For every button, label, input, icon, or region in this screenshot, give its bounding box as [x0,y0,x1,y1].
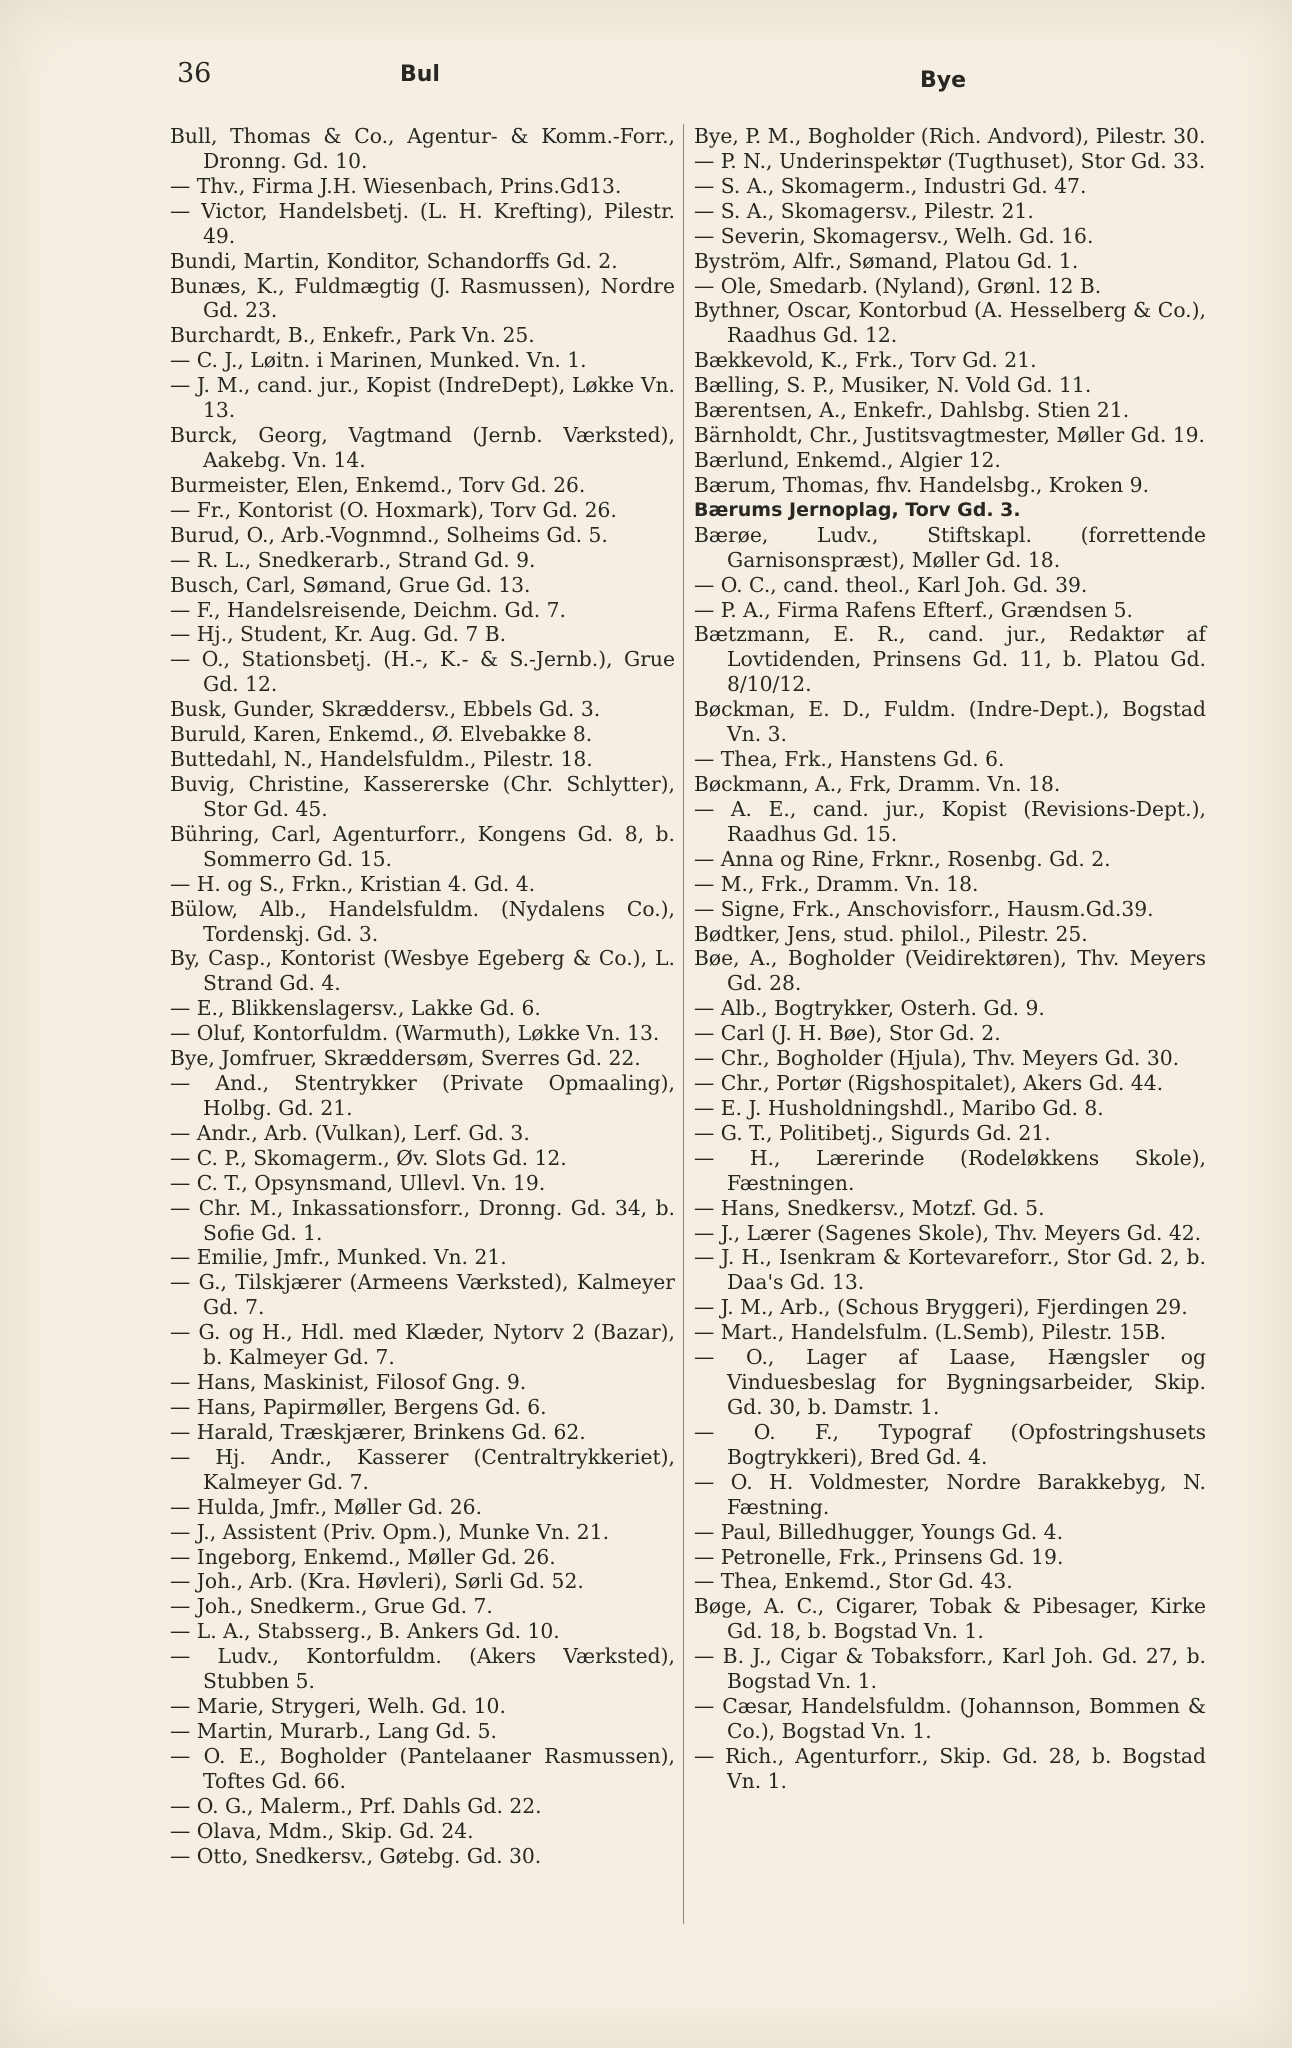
directory-entry: — Olava, Mdm., Skip. Gd. 24. [170,1818,474,1843]
directory-entry: — Marie, Strygeri, Welh. Gd. 10. [170,1694,506,1719]
directory-entry: — P. A., Firma Rafens Efterf., Grændsen 5. [694,597,1133,622]
directory-entry: — M., Frk., Dramm. Vn. 18. [694,871,979,896]
directory-entry: Bærøe, Ludv., Stiftskapl. (forrettende Garnisonspræst), Møller Gd. 18. [694,522,1206,572]
directory-entry: — Oluf, Kontorfuldm. (Warmuth), Løkke Vn. 13. [170,1021,660,1046]
directory-entry: Bye, Jomfruer, Skræddersøm, Sverres Gd. 22. [170,1046,641,1071]
directory-entry: Busk, Gunder, Skræddersv., Ebbels Gd. 3. [170,697,601,722]
directory-entry: — Hans, Maskinist, Filosof Gng. 9. [170,1370,527,1395]
directory-entry: — Emilie, Jmfr., Munked. Vn. 21. [170,1245,507,1270]
directory-entry: — H., Lærerinde (Rodeløkkens Skole), Fæstningen. [694,1145,1206,1195]
directory-entry: Burck, Georg, Vagtmand (Jernb. Værksted), Aakebg. Vn. 14. [170,423,675,472]
directory-entry: — A. E., cand. jur., Kopist (Revisions-Dept.), Raadhus Gd. 15. [694,796,1206,846]
directory-entry: — B. J., Cigar & Tobaksforr., Karl Joh. Gd. 27, b. Bogstad Vn. 1. [694,1644,1206,1694]
left-column [170,124,675,1869]
directory-entry: Bøge, A. C., Cigarer, Tobak & Pibesager, Kirke Gd. 18, b. Bogstad Vn. 1. [694,1594,1206,1644]
directory-entry: — Ingeborg, Enkemd., Møller Gd. 26. [170,1544,556,1569]
directory-entry: Bärnholdt, Chr., Justitsvagtmester, Møller Gd. 19. [694,423,1205,448]
directory-entry: — Joh., Arb. (Kra. Høvleri), Sørli Gd. 52. [170,1569,584,1594]
directory-entry: Bødtker, Jens, stud. philol., Pilestr. 25. [694,921,1088,946]
directory-entry: — J., Assistent (Priv. Opm.), Munke Vn. 21. [170,1519,610,1544]
directory-entry: — Ole, Smedarb. (Nyland), Grønl. 12 B. [694,273,1102,298]
directory-entry: Bundi, Martin, Konditor, Schandorffs Gd. 2. [170,248,618,273]
directory-entry: Bøe, A., Bogholder (Veidirektøren), Thv. Meyers Gd. 28. [694,946,1206,996]
directory-entry: — S. A., Skomagerm., Industri Gd. 47. [694,173,1087,198]
directory-entry: — Alb., Bogtrykker, Osterh. Gd. 9. [694,996,1045,1021]
directory-entry: — Thea, Frk., Hanstens Gd. 6. [694,747,1005,772]
directory-entry: Bye, P. M., Bogholder (Rich. Andvord), Pilestr. 30. [694,124,1206,148]
directory-entry: — E. J. Husholdningshdl., Maribo Gd. 8. [694,1095,1104,1120]
directory-entry: Busch, Carl, Sømand, Grue Gd. 13. [170,572,531,597]
directory-entry: — Paul, Billedhugger, Youngs Gd. 4. [694,1519,1064,1544]
directory-entry: — J. H., Isenkram & Kortevareforr., Stor Gd. 2, b. Daa's Gd. 13. [694,1245,1206,1295]
directory-entry: — Hans, Snedkersv., Motzf. Gd. 5. [694,1195,1045,1220]
directory-entry: — Mart., Handelsfulm. (L.Semb), Pilestr. 15B. [694,1320,1167,1345]
directory-entry: — Petronelle, Frk., Prinsens Gd. 19. [694,1544,1064,1569]
directory-entry: — Ludv., Kontorfuldm. (Akers Værksted), Stubben 5. [170,1644,675,1694]
directory-entry: — Thea, Enkemd., Stor Gd. 43. [694,1569,1013,1594]
directory-entry: — Victor, Handelsbetj. (L. H. Krefting), Pilestr. 49. [170,198,675,248]
directory-entry: — O., Stationsbetj. (H.-, K.- & S.-Jernb.), Grue Gd. 12. [170,647,675,697]
directory-entry: Bærlund, Enkemd., Algier 12. [694,447,1001,472]
directory-entry: Buttedahl, N., Handelsfuldm., Pilestr. 18. [170,747,593,772]
directory-entry: Bühring, Carl, Agenturforr., Kongens Gd. 8, b. Sommerro Gd. 15. [170,821,675,871]
directory-entry: — G. og H., Hdl. med Klæder, Nytorv 2 (Bazar), b. Kalmeyer Gd. 7. [170,1320,675,1370]
directory-entry: — O. F., Typograf (Opfostringshusets Bogtrykkeri), Bred Gd. 4. [694,1419,1206,1469]
directory-entry: Burmeister, Elen, Enkemd., Torv Gd. 26. [170,472,586,497]
directory-entry: — O. E., Bogholder (Pantelaaner Rasmussen), Toftes Gd. 66. [170,1743,675,1793]
directory-entry: Buvig, Christine, Kassererske (Chr. Schlytter), Stor Gd. 45. [170,771,675,821]
directory-entry: — J. M., cand. jur., Kopist (IndreDept), Løkke Vn. 13. [170,373,675,423]
directory-entry: Bælling, S. P., Musiker, N. Vold Gd. 11. [694,373,1092,398]
directory-entry: — Signe, Frk., Anschovisforr., Hausm.Gd.39. [694,896,1154,921]
directory-entry: Bøckman, E. D., Fuldm. (Indre-Dept.), Bogstad Vn. 3. [694,697,1206,747]
directory-entry: — O., Lager af Laase, Hængsler og Vinduesbeslag for Bygningsarbeider, Skip. Gd. 30, b. Damstr. 1. [694,1345,1206,1420]
directory-entry: — S. A., Skomagersv., Pilestr. 21. [694,198,1034,223]
directory-entry: — J., Lærer (Sagenes Skole), Thv. Meyers Gd. 42. [694,1220,1202,1245]
directory-entry: — H. og S., Frkn., Kristian 4. Gd. 4. [170,871,536,896]
directory-entry: — Martin, Murarb., Lang Gd. 5. [170,1719,497,1743]
directory-entry: — O. H. Voldmester, Nordre Barakkebyg, N. Fæstning. [694,1469,1206,1519]
directory-entry: — P. N., Underinspektør (Tugthuset), Stor Gd. 33. [694,148,1206,173]
directory-entry: Bythner, Oscar, Kontorbud (A. Hesselberg & Co.), Raadhus Gd. 12. [694,298,1206,348]
page-header [175,58,1202,98]
directory-entry: — Cæsar, Handelsfuldm. (Johannson, Bommen & Co.), Bogstad Vn. 1. [694,1694,1206,1743]
directory-entry: — Thv., Firma J.H. Wiesenbach, Prins.Gd13. [170,173,622,198]
directory-entry: — Fr., Kontorist (O. Hoxmark), Torv Gd. 26. [170,497,617,522]
directory-entry: — Joh., Snedkerm., Grue Gd. 7. [170,1594,493,1619]
directory-entry: Buruld, Karen, Enkemd., Ø. Elvebakke 8. [170,722,593,747]
directory-entry: — O. G., Malerm., Prf. Dahls Gd. 22. [170,1793,542,1818]
directory-entry: — C. P., Skomagerm., Øv. Slots Gd. 12. [170,1145,567,1170]
directory-entry: — L. A., Stabsserg., B. Ankers Gd. 10. [170,1619,560,1644]
directory-entry: — Hj., Student, Kr. Aug. Gd. 7 B. [170,622,507,647]
directory-entry: Bærum, Thomas, fhv. Handelsbg., Kroken 9. [694,472,1150,497]
directory-entry: — Chr., Portør (Rigshospitalet), Akers Gd. 44. [694,1071,1164,1096]
directory-entry: Burchardt, B., Enkefr., Park Vn. 25. [170,323,535,348]
directory-entry: — Harald, Træskjærer, Brinkens Gd. 62. [170,1419,586,1444]
directory-entry: Bærentsen, A., Enkefr., Dahlsbg. Stien 21. [694,398,1130,423]
directory-entry: — Anna og Rine, Frknr., Rosenbg. Gd. 2. [694,846,1111,871]
running-head-right: Bye [920,68,967,93]
running-head-left: Bul [400,62,440,87]
column-divider [683,124,684,1924]
page-number: 36 [177,58,212,89]
directory-entry: — O. C., cand. theol., Karl Joh. Gd. 39. [694,572,1088,597]
directory-entry: — C. J., Løitn. i Marinen, Munked. Vn. 1. [170,348,587,373]
directory-entry: Bunæs, K., Fuldmægtig (J. Rasmussen), Nordre Gd. 23. [170,273,675,323]
directory-entry: — G. T., Politibetj., Sigurds Gd. 21. [694,1120,1051,1145]
directory-entry: — Chr., Bogholder (Hjula), Thv. Meyers Gd. 30. [694,1046,1180,1071]
directory-entry: — J. M., Arb., (Schous Bryggeri), Fjerdingen 29. [694,1295,1188,1320]
directory-entry: — C. T., Opsynsmand, Ullevl. Vn. 19. [170,1170,546,1195]
directory-entry: — Severin, Skomagersv., Welh. Gd. 16. [694,223,1094,248]
directory-entry: Bull, Thomas & Co., Agentur- & Komm.-Forr., Dronng. Gd. 10. [170,124,675,173]
directory-entry: — Carl (J. H. Bøe), Stor Gd. 2. [694,1021,1001,1046]
right-column [694,124,1206,1794]
directory-entry: Bülow, Alb., Handelsfuldm. (Nydalens Co.), Tordenskj. Gd. 3. [170,896,675,946]
directory-entry: — Andr., Arb. (Vulkan), Lerf. Gd. 3. [170,1120,530,1145]
directory-entry: — R. L., Snedkerarb., Strand Gd. 9. [170,547,536,572]
directory-entry: — Hans, Papirmøller, Bergens Gd. 6. [170,1395,547,1420]
directory-entry: — Otto, Snedkersv., Gøtebg. Gd. 30. [170,1843,542,1868]
directory-entry: — Rich., Agenturforr., Skip. Gd. 28, b. Bogstad Vn. 1. [694,1743,1206,1793]
directory-entry: — And., Stentrykker (Private Opmaaling), Holbg. Gd. 21. [170,1071,675,1120]
directory-entry: Burud, O., Arb.-Vognmnd., Solheims Gd. 5. [170,522,608,547]
directory-entry: — Chr. M., Inkassationsforr., Dronng. Gd. 34, b. Sofie Gd. 1. [170,1195,675,1245]
directory-entry: — Hulda, Jmfr., Møller Gd. 26. [170,1494,483,1519]
directory-entry: Bøckmann, A., Frk, Dramm. Vn. 18. [694,771,1061,796]
directory-entry: — E., Blikkenslagersv., Lakke Gd. 6. [170,996,541,1021]
directory-entry: Byström, Alfr., Sømand, Platou Gd. 1. [694,248,1079,273]
directory-entry: Bætzmann, E. R., cand. jur., Redaktør af Lovtidenden, Prinsens Gd. 11, b. Platou Gd. 8/10/12. [694,622,1206,697]
directory-entry: — G., Tilskjærer (Armeens Værksted), Kalmeyer Gd. 7. [170,1270,675,1320]
directory-entry: Bærums Jernoplag, Torv Gd. 3. [694,498,1021,521]
directory-entry: — F., Handelsreisende, Deichm. Gd. 7. [170,597,566,622]
directory-entry: Bækkevold, K., Frk., Torv Gd. 21. [694,348,1037,373]
directory-entry: By, Casp., Kontorist (Wesbye Egeberg & Co.), L. Strand Gd. 4. [170,946,675,996]
directory-entry: — Hj. Andr., Kasserer (Centraltrykkeriet), Kalmeyer Gd. 7. [170,1444,675,1494]
